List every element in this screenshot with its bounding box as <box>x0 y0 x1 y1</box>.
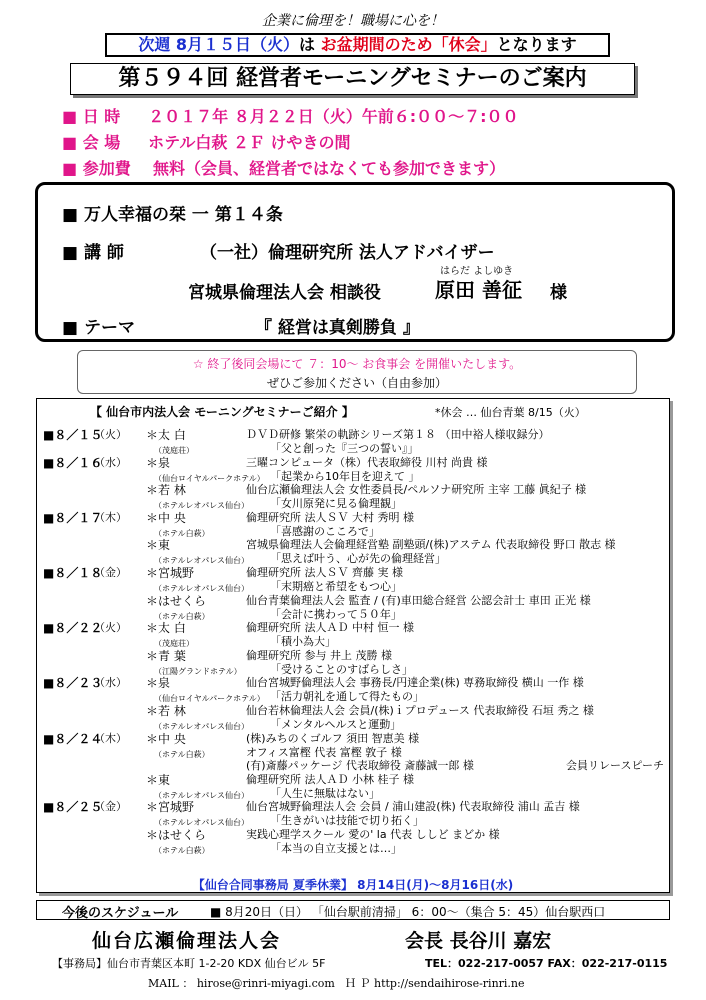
info-fee <box>62 156 505 179</box>
info-label: ■ 日 時 <box>62 107 121 126</box>
breakfast-box <box>77 350 637 394</box>
row-venue: ＊太 白 <box>146 621 186 636</box>
row-speaker: 倫理研究所 法人ＳＶ 齊藤 実 様 <box>246 566 403 579</box>
lecturer-role: 宮城県倫理法人会 相談役 <box>188 283 381 303</box>
notice-particle: は <box>299 35 321 54</box>
row-hotel: （ホテル白萩） <box>154 749 210 759</box>
row-venue: ＊太 白 <box>146 428 186 442</box>
info-label: ■ 参加費 <box>62 159 131 178</box>
row-hotel: （仙台ロイヤルパークホテル） <box>154 473 265 483</box>
row-hotel: （ホテルレオパレス仙台） <box>154 818 249 828</box>
row-speaker: 倫理研究所 参与 井上 茂勝 様 <box>246 648 392 662</box>
future-schedule-text: ■ 8月20日（日） 「仙台駅前清掃」 6：00～（集合 5：45）仙台駅西口 <box>210 905 606 919</box>
row-speaker: 実践心理学スクール 愛の' la 代表 ししど まどか 様 <box>246 828 500 841</box>
row-speaker: (有)斎藤パッケージ 代表取締役 斎藤誠一郎 様 <box>246 759 474 773</box>
row-venue: ＊はせくら <box>146 593 207 608</box>
row-speaker: 宮城県倫理法人会倫理経営塾 副塾頭/(株)アステム 代表取締役 野口 散志 様 <box>246 538 616 552</box>
row-talk-title: 「女川原発に見る倫理観」 <box>270 497 402 511</box>
row-venue: ＊はせくら <box>146 828 207 842</box>
row-venue: ＊宮城野 <box>146 800 195 815</box>
row-speaker: (株)みちのくゴルフ 須田 智恵美 様 <box>246 731 420 745</box>
notice-date: 次週 8月１５日（火） <box>138 35 300 54</box>
row-date: ■８／２３ <box>43 676 103 691</box>
row-venue: ＊中 央 <box>146 510 186 525</box>
row-speaker: オフィス富樫 代表 富樫 敦子 様 <box>246 745 402 759</box>
row-weekday: （水） <box>94 455 127 469</box>
info-value: 無料（会員、経営者ではなくても参加できます） <box>152 159 505 178</box>
row-weekday: （水） <box>94 676 127 690</box>
row-speaker: 倫理研究所 法人ＡＤ 小林 桂子 様 <box>246 772 414 786</box>
organization-name: 仙台広瀬倫理法人会 <box>92 930 282 952</box>
row-venue: ＊若 林 <box>146 704 186 718</box>
row-talk-title: 「父と創った『三つの誓い』」 <box>270 442 419 455</box>
lecturer-org: （一社）倫理研究所 法人アドバイザー <box>200 243 495 263</box>
info-value: ２０１７年 ８月２２日（火）午前６:００～７:００ <box>148 107 519 126</box>
info-datetime <box>62 104 519 127</box>
row-talk-title: 「起業から10年目を迎えて 」 <box>270 469 420 483</box>
lecturer-suffix: 様 <box>550 283 567 303</box>
row-hotel: （ホテル白萩） <box>154 611 210 621</box>
row-talk-title: 「受けることのすばらしさ」 <box>270 662 413 676</box>
row-speaker: 仙台宮城野倫理法人会 事務長/円達企業(株) 専務取締役 横山 一作 様 <box>246 676 584 690</box>
row-date: ■８／１６ <box>43 455 103 470</box>
info-venue <box>62 130 350 153</box>
row-date: ■８／２２ <box>43 621 103 636</box>
row-hotel: （仙台ロイヤルパークホテル） <box>154 694 265 704</box>
row-hotel: （ホテルレオパレス仙台） <box>154 584 249 593</box>
office-closure: 【仙台合同事務局 夏季休業】 8月14日(月)～8月16日(水) <box>192 878 514 892</box>
tel-fax: TEL：022-217-0057 FAX：022-217-0115 <box>425 957 668 970</box>
row-speaker: 倫理研究所 法人ＳＶ 大村 秀明 様 <box>246 510 414 524</box>
row-weekday: （木） <box>94 510 127 524</box>
row-talk-title: 「思えば叶う、心が先の倫理経営」 <box>270 552 446 566</box>
lecturer-label: ■ 講 師 <box>62 243 124 263</box>
notice-reason: お盆期間のため「休会」 <box>320 35 497 54</box>
row-speaker: 仙台青葉倫理法人会 監査 / (有)車田総合経営 公認会計士 車田 正光 様 <box>246 593 591 607</box>
row-talk-title: 「活力朝礼を通して得たもの」 <box>270 690 424 704</box>
homepage-url: Ｈ Ｐ http://sendaihirose-rinri.ne <box>345 977 525 990</box>
relay-speech-note: 会員リレースピーチ <box>566 759 665 772</box>
breakfast-line2: ぜひご参加ください（自由参加） <box>266 376 447 390</box>
row-date: ■８／１５ <box>43 428 103 442</box>
row-speaker: 三曜コンピュータ（株）代表取締役 川村 尚貴 様 <box>246 455 488 469</box>
row-venue: ＊青 葉 <box>146 648 186 663</box>
row-speaker: 仙台宮城野倫理法人会 会員 / 浦山建設(株) 代表取締役 浦山 孟吉 様 <box>246 800 580 814</box>
row-hotel: （ホテルレオパレス仙台） <box>154 501 249 511</box>
row-talk-title: 「本当の自立支援とは…」 <box>270 842 402 855</box>
row-weekday: （金） <box>94 566 127 579</box>
theme-label: ■ テーマ <box>62 318 135 338</box>
row-talk-title: 「末期癌と希望をもつ心」 <box>270 580 402 593</box>
seminar-article: ■ 万人幸福の栞 一 第１４条 <box>62 205 283 225</box>
notice-end: となります <box>496 35 577 54</box>
row-talk-title: 「会計に携わって５０年」 <box>270 607 402 621</box>
row-hotel: （ホテル白萩） <box>154 846 210 855</box>
info-label: ■ 会 場 <box>62 133 121 152</box>
row-weekday: （火） <box>94 621 127 635</box>
row-hotel: （ホテルレオパレス仙台） <box>154 556 249 566</box>
row-hotel: （江陽グランドホテル） <box>154 666 242 676</box>
schedule-heading: 【 仙台市内法人会 モーニングセミナーご紹介 】 <box>90 405 354 419</box>
row-hotel: （茂庭荘） <box>154 639 194 649</box>
row-talk-title: 「積小為大」 <box>270 635 336 649</box>
row-hotel: （茂庭荘） <box>154 446 194 455</box>
row-date: ■８／１８ <box>43 566 103 580</box>
info-value: ホテル白萩 ２Ｆ けやきの間 <box>148 133 351 152</box>
seminar-theme: 『 経営は真剣勝負 』 <box>255 318 420 338</box>
row-speaker: 仙台若林倫理法人会 会員/(株)ｉプロデュース 代表取締役 石垣 秀之 様 <box>246 704 594 717</box>
row-speaker: ＤＶＤ研修 繁栄の軌跡シリーズ第１８ （田中裕人様収録分） <box>246 428 550 441</box>
row-hotel: （ホテルレオパレス仙台） <box>154 722 249 731</box>
row-venue: ＊泉 <box>146 455 171 470</box>
row-weekday: （木） <box>94 731 127 745</box>
row-date: ■８／２４ <box>43 731 103 746</box>
lecturer-ruby: はらだ よしゆき <box>440 266 514 277</box>
holiday-notice <box>105 33 610 57</box>
page-title: 第５９４回 経営者モーニングセミナーのご案内 <box>70 63 635 95</box>
email-address: MAIL ： hirose@rinri-miyagi.com <box>148 977 335 990</box>
row-date: ■８／２５ <box>43 800 103 815</box>
row-talk-title: 「人生に無駄はない」 <box>270 786 380 800</box>
row-date: ■８／１７ <box>43 510 103 525</box>
row-weekday: （火） <box>94 428 127 441</box>
row-venue: ＊中 央 <box>146 731 186 746</box>
row-venue: ＊東 <box>146 538 171 553</box>
president-name: 会長 長谷川 嘉宏 <box>405 930 552 952</box>
row-talk-title: 「生きがいは技能で切り拓く」 <box>270 814 424 828</box>
breakfast-line1: ☆ 終了後同会場にて ７：10～ お食事会 を開催いたします。 <box>192 357 522 371</box>
row-venue: ＊若 林 <box>146 483 186 498</box>
row-speaker: 倫理研究所 法人ＡＤ 中村 恒一 様 <box>246 621 414 635</box>
row-venue: ＊東 <box>146 772 171 787</box>
future-schedule-label: 今後のスケジュール <box>62 906 179 921</box>
row-weekday: （金） <box>94 800 127 814</box>
schedule-note: *休会 … 仙台青葉 8/15（火） <box>435 406 586 419</box>
row-speaker: 仙台広瀬倫理法人会 女性委員長/ペルソナ研究所 主宰 工藤 眞紀子 様 <box>246 483 587 497</box>
row-venue: ＊宮城野 <box>146 566 195 580</box>
tagline: 企業に倫理を！職場に心を！ <box>262 13 444 29</box>
row-talk-title: 「メンタルヘルスと運動」 <box>270 718 402 731</box>
row-talk-title: 「喜感謝のこころで」 <box>270 524 380 538</box>
lecturer-name: 原田 善征 <box>435 278 522 302</box>
office-address: 【事務局】仙台市青葉区本町 1-2-20 KDX 仙台ビル 5F <box>52 957 326 970</box>
row-hotel: （ホテル白萩） <box>154 528 210 538</box>
row-venue: ＊泉 <box>146 676 171 691</box>
row-hotel: （ホテルレオパレス仙台） <box>154 790 249 800</box>
